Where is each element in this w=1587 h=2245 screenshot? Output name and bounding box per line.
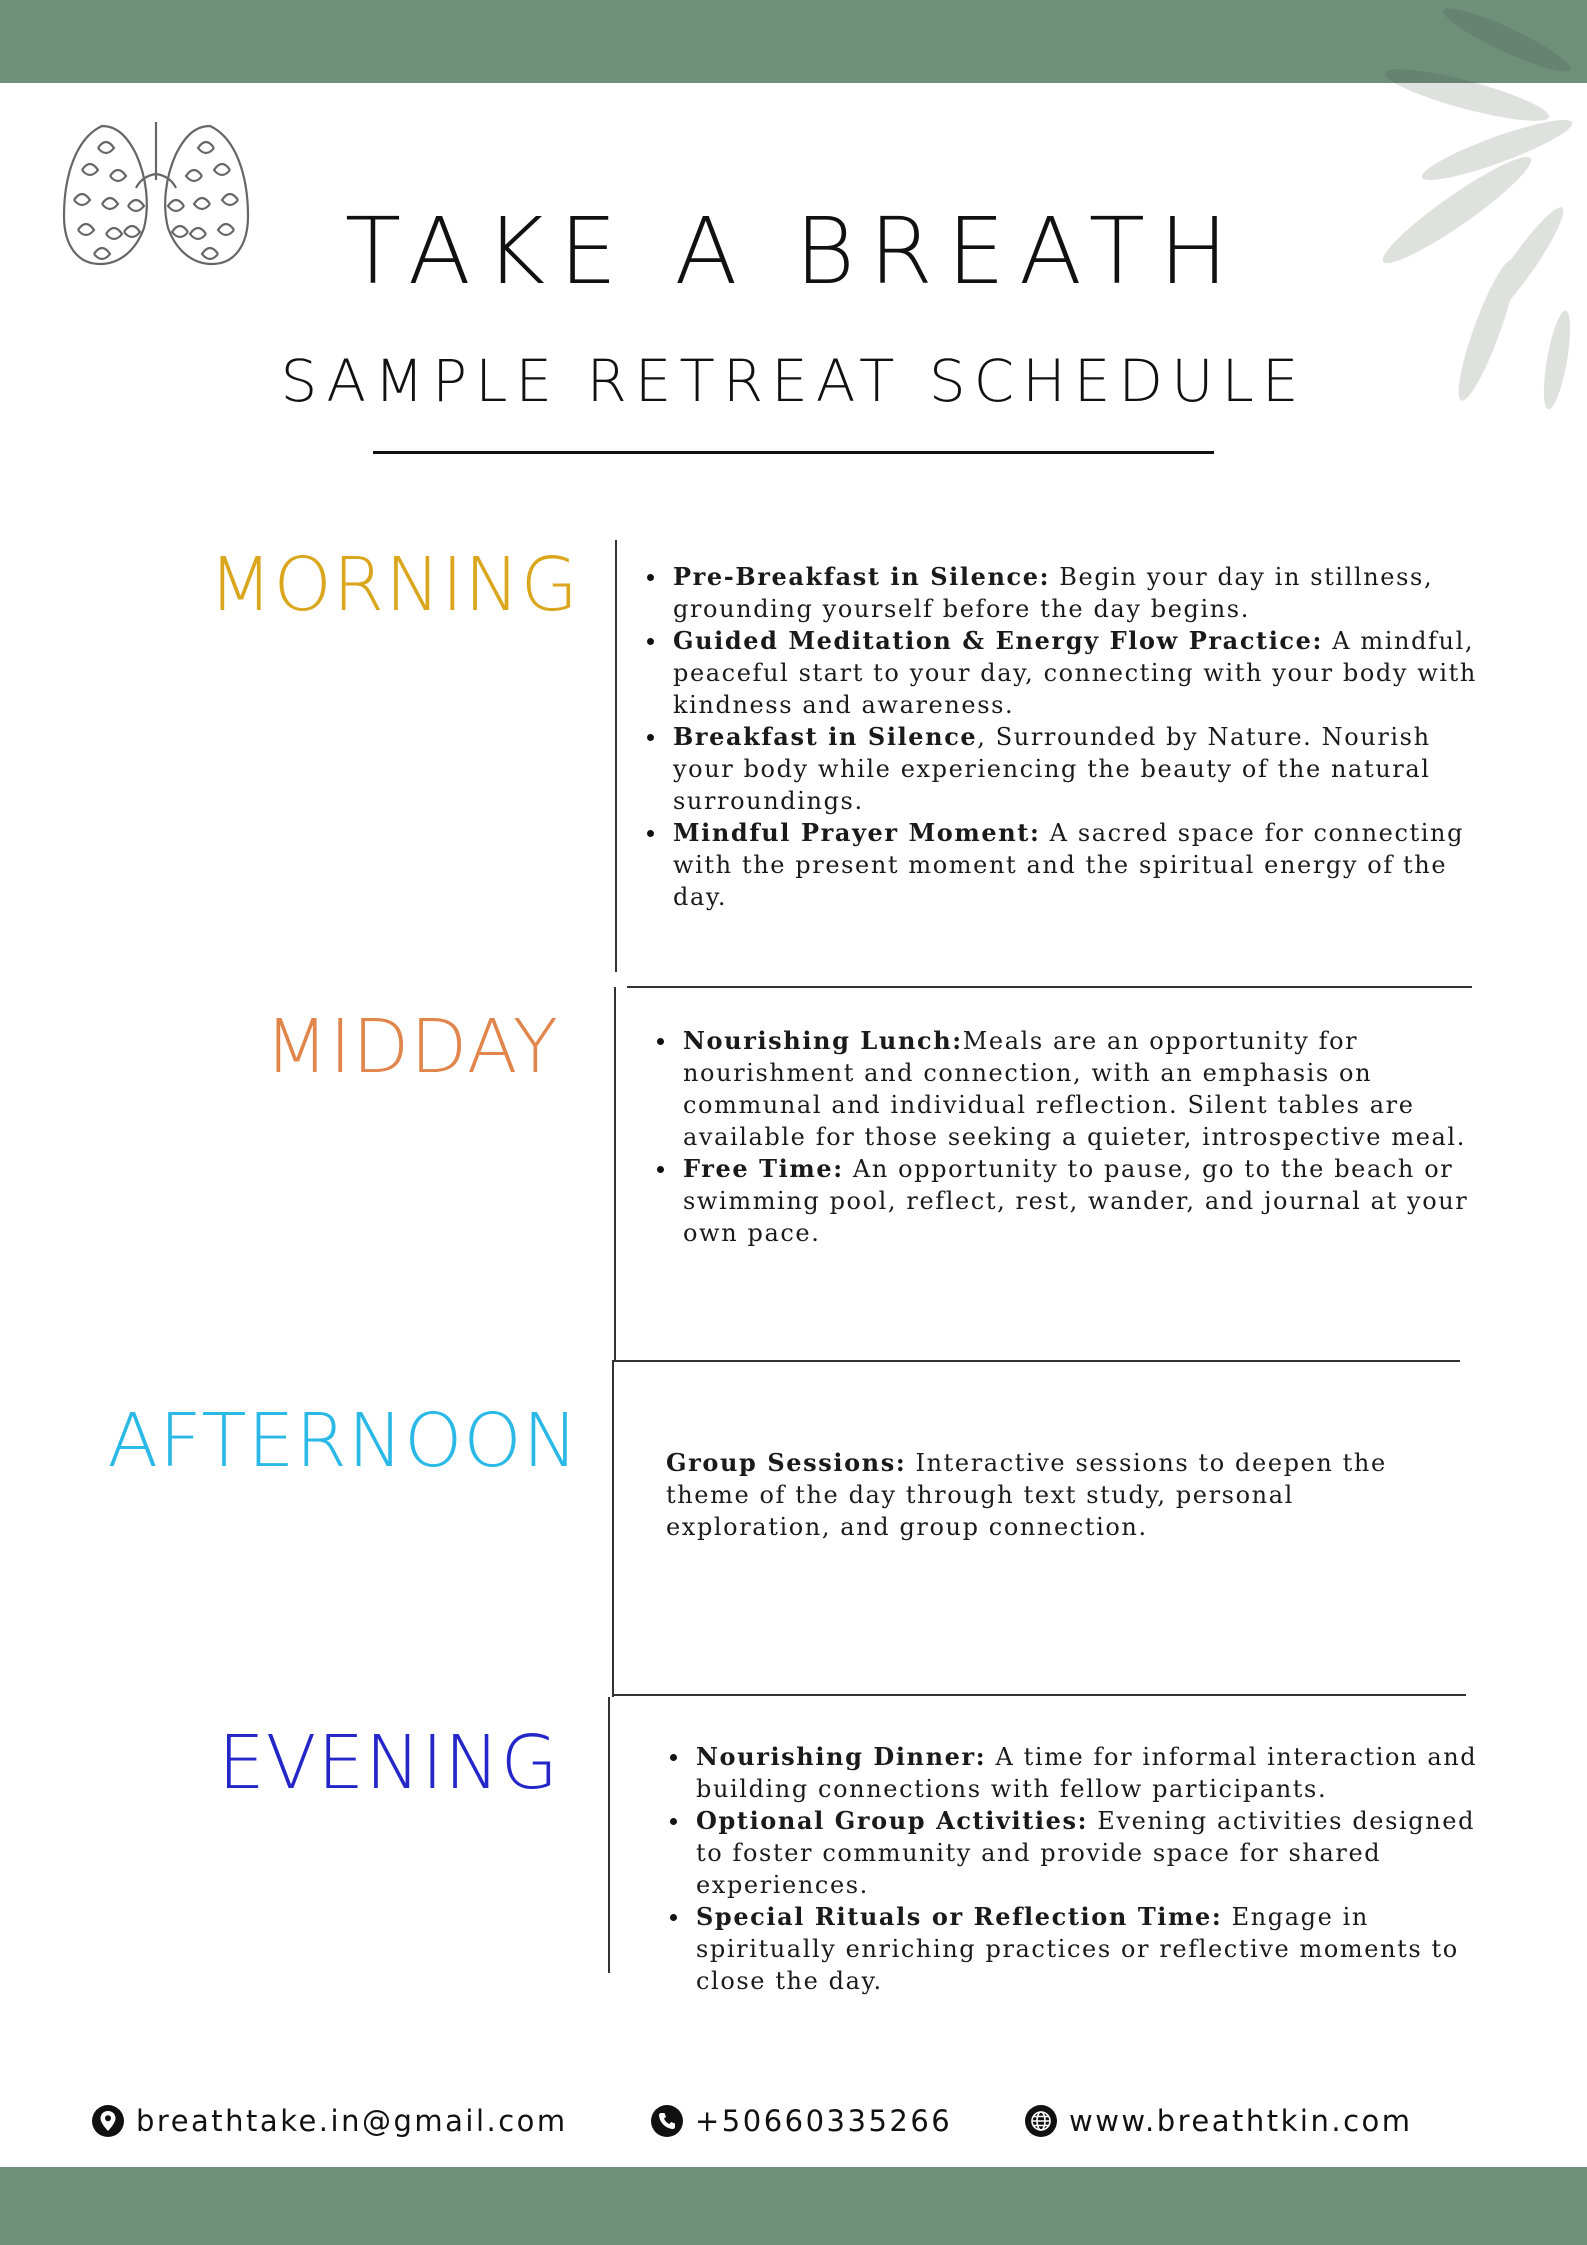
location-pin-icon [92,2105,124,2137]
globe-icon [1025,2105,1057,2137]
evening-activities [669,1741,1499,1997]
activity-title: Group Sessions: [666,1448,907,1477]
list-item [656,1025,1486,1153]
list-item [646,561,1486,625]
activity-description: A sacred space for connecting with the present moment and the spiritual energy of the day. [673,819,1465,911]
period-label-morning: MORNING [208,542,579,628]
list-item [646,625,1486,721]
period-label-midday: MIDDAY [264,1004,559,1090]
activity-title: Guided Meditation & Energy Flow Practice: [673,626,1323,655]
period-label-evening: EVENING [217,1720,559,1806]
section-divider [612,1694,1466,1696]
list-item [646,721,1486,817]
title-divider [373,451,1214,454]
activity-title: Optional Group Activities: [696,1806,1089,1835]
activity-title: Pre-Breakfast in Silence: [673,562,1051,591]
list-item [669,1741,1499,1805]
email-link[interactable]: breathtake.in@gmail.com [136,2104,568,2138]
activity-description: Engage in spiritually enriching practices or reflective moments to close the day. [696,1903,1459,1995]
list-item [646,817,1486,913]
activity-description: A time for informal interaction and building connections with fellow participants. [696,1743,1478,1803]
website-link[interactable]: www.breathtkin.com [1069,2104,1413,2138]
list-item [656,1153,1486,1249]
activity-title: Mindful Prayer Moment: [673,818,1041,847]
activity-description: Begin your day in stillness, grounding yourself before the day begins. [673,563,1434,623]
morning-activities [646,561,1486,913]
activity-description: A mindful, peaceful start to your day, connecting with your body with kindness and awareness. [673,627,1477,719]
activity-description: Evening activities designed to foster community and provide space for shared experiences. [696,1807,1476,1899]
phone-link[interactable]: +50660335266 [695,2104,953,2138]
midday-activities [656,1025,1486,1249]
activity-description: Interactive sessions to deepen the theme of the day through text study, personal exploration, and group connection. [666,1449,1387,1541]
footer-email[interactable] [92,2103,568,2139]
section-divider [612,1360,1460,1362]
list-item [669,1901,1499,1997]
page-title: TAKE A BREATH [344,198,1243,305]
timeline-vertical-line [615,540,617,972]
timeline-vertical-line [612,1362,614,1697]
footer-website[interactable] [1025,2103,1413,2139]
period-label-afternoon: AFTERNOON [107,1398,579,1484]
activity-title: Special Rituals or Reflection Time: [696,1902,1223,1931]
footer-phone[interactable] [651,2103,952,2139]
timeline-vertical-line [614,987,616,1362]
afternoon-activities [666,1447,1466,1543]
activity-title: Nourishing Dinner: [696,1742,987,1771]
activity-description: , Surrounded by Nature. Nourish your body while experiencing the beauty of the natural surroundings. [673,723,1431,815]
activity-description: An opportunity to pause, go to the beach or swimming pool, reflect, rest, wander, and journal at your own pace. [683,1155,1469,1247]
timeline-vertical-line [608,1697,610,1973]
list-item [669,1805,1499,1901]
phone-icon [651,2105,683,2137]
activity-title: Free Time: [683,1154,844,1183]
bottom-band [0,2167,1587,2245]
activity-title: Nourishing Lunch: [683,1026,963,1055]
activity-title: Breakfast in Silence [673,722,978,751]
activity-description: Meals are an opportunity for nourishment and connection, with an emphasis on communal and individual reflection. Silent tables are available for those seeking a quieter, introspective meal. [683,1027,1466,1151]
section-divider [627,986,1472,988]
page-subtitle: SAMPLE RETREAT SCHEDULE [280,347,1307,415]
